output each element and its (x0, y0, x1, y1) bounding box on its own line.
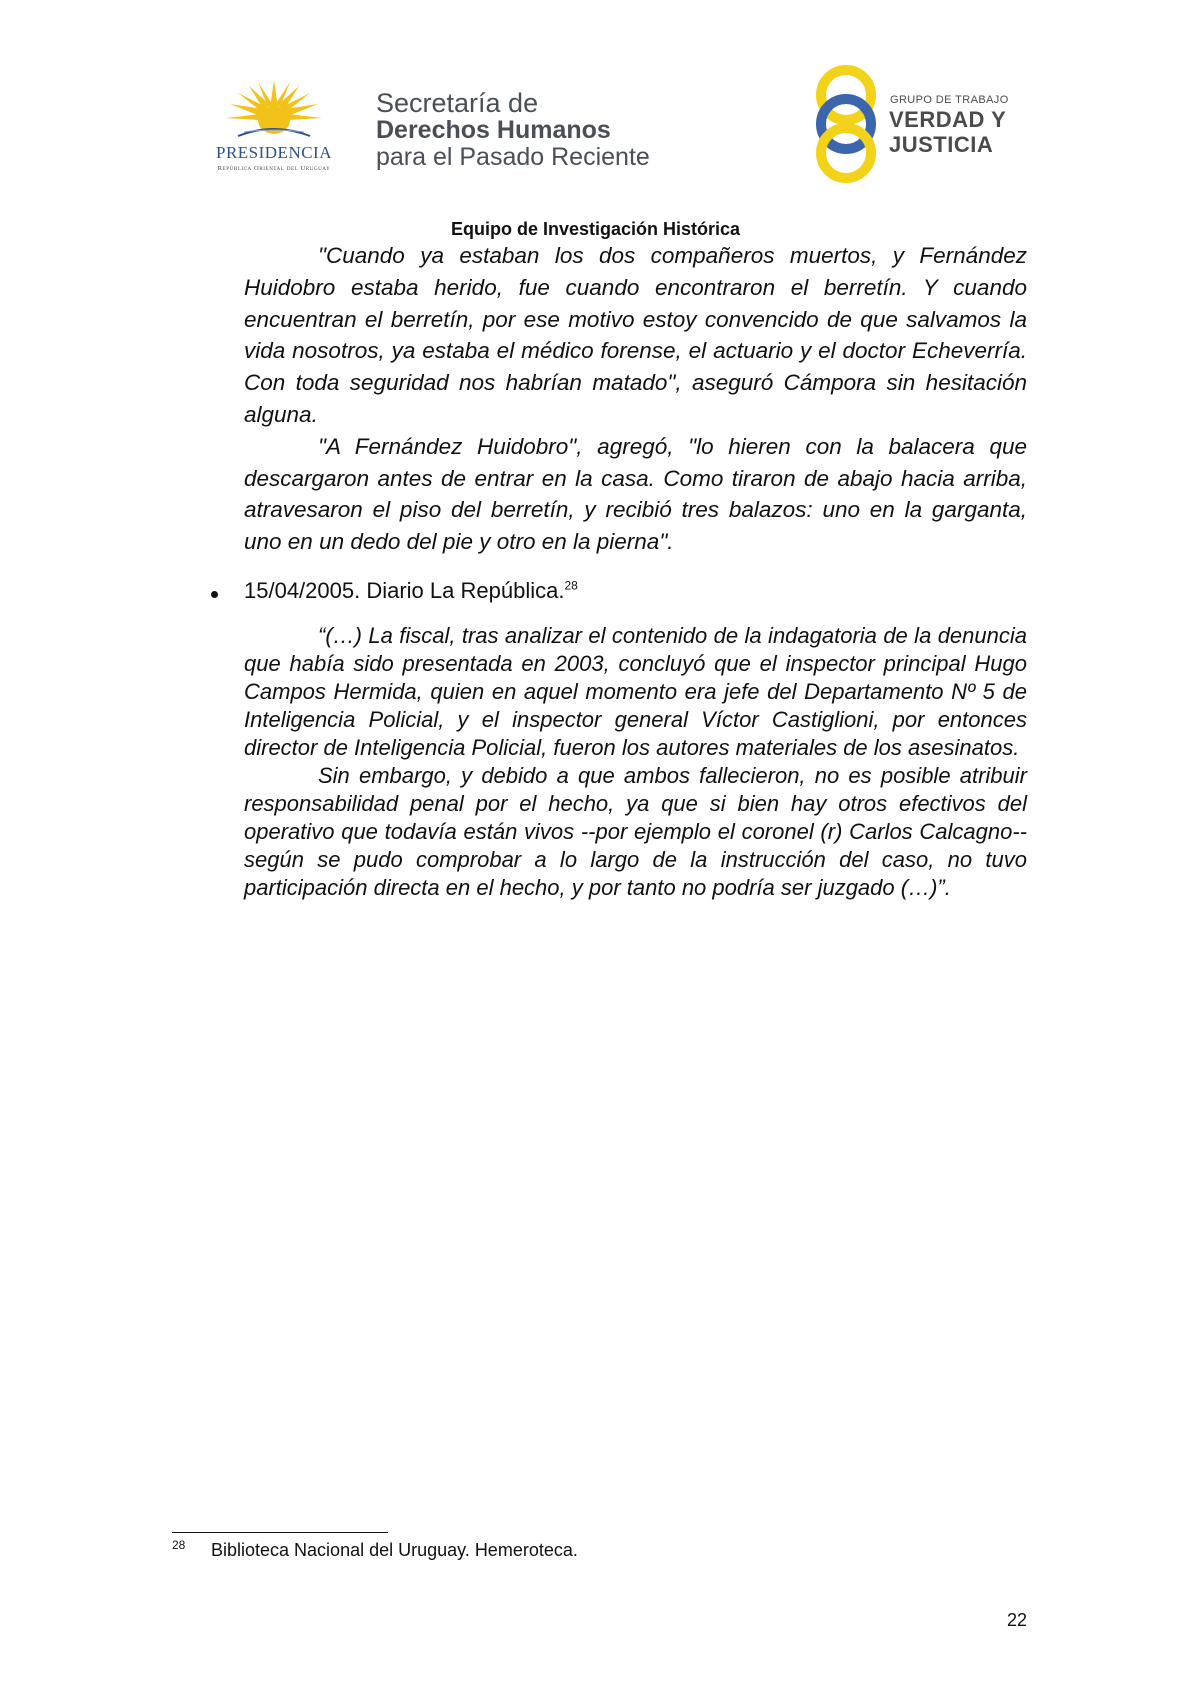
footnote-divider (172, 1532, 388, 1533)
secretaria-line2: Derechos Humanos (376, 116, 611, 144)
quote1-paragraph-2: "A Fernández Huidobro", agregó, "lo hieren con la balacera que descargaron antes de entrar en la casa. Como tiraron de abajo hacia arriba, atravesaron el piso del berretín, y recibió tres balazos: uno en la garganta, uno en un dedo del pie y otro en la pierna". (244, 433, 1027, 555)
gtvj-line3: JUSTICIA (889, 132, 994, 157)
page-number: 22 (1007, 1610, 1028, 1630)
presidencia-name: PRESIDENCIA (215, 143, 332, 162)
team-heading: Equipo de Investigación Histórica (450, 219, 741, 239)
quote1-paragraph-1: "Cuando ya estaban los dos compañeros muertos, y Fernández Huidobro estaba herido, fue cuando encontraron el berretín. Y cuando encuentran el berretín, por ese motivo estoy convencido de que salvamos la vida nosotros, ya estaba el médico forense, el actuario y el doctor Echeverría. Con toda seguridad nos habrían matado", aseguró Cámpora sin hesitación alguna. (244, 243, 1027, 427)
sun-emblem-icon (224, 78, 324, 140)
quote-block-1 (244, 240, 1027, 558)
source-citation (244, 578, 578, 604)
secretaria-title (376, 90, 706, 171)
quote2-paragraph-2: Sin embargo, y debido a que ambos fallecieron, no es posible atribuir responsabilidad penal por el hecho, ya que si bien hay otros efectivos del operativo que todavía están vivos --por ejemplo el coronel (r) Carlos Calcagno-- según se pudo comprobar a lo largo de la instrucción del caso, no tuvo participación directa en el hecho, y por tanto no podría ser juzgado (…)”. (244, 763, 1027, 900)
source-citation-text: 15/04/2005. Diario La República. (244, 578, 565, 603)
gtvj-logo (812, 62, 1022, 187)
interlocked-rings-icon (812, 62, 892, 187)
secretaria-line3: para el Pasado Reciente (376, 143, 650, 171)
quote2-paragraph-1: “(…) La fiscal, tras analizar el contenido de la indagatoria de la denuncia que había sido presentada en 2003, concluyó que el inspector principal Hugo Campos Hermida, quien en aquel momento era jefe del Departamento Nº 5 de Inteligencia Policial, y el inspector general Víctor Castiglioni, por entonces director de Inteligencia Policial, fueron los autores materiales de los asesinatos. (244, 623, 1027, 760)
bullet-icon (211, 591, 218, 598)
footnote-reference[interactable]: 28 (564, 578, 578, 593)
gtvj-line1: GRUPO DE TRABAJO (890, 94, 1009, 106)
gtvj-line2: VERDAD Y (889, 107, 1007, 132)
footnote-text: Biblioteca Nacional del Uruguay. Hemeroteca. (211, 1540, 578, 1560)
quote-block-2 (244, 622, 1027, 902)
presidencia-subtitle: República Oriental del Uruguay (217, 165, 331, 172)
footnote-number: 28 (172, 1538, 186, 1552)
secretaria-line1: Secretaría de (376, 88, 539, 118)
presidencia-logo (196, 78, 352, 178)
